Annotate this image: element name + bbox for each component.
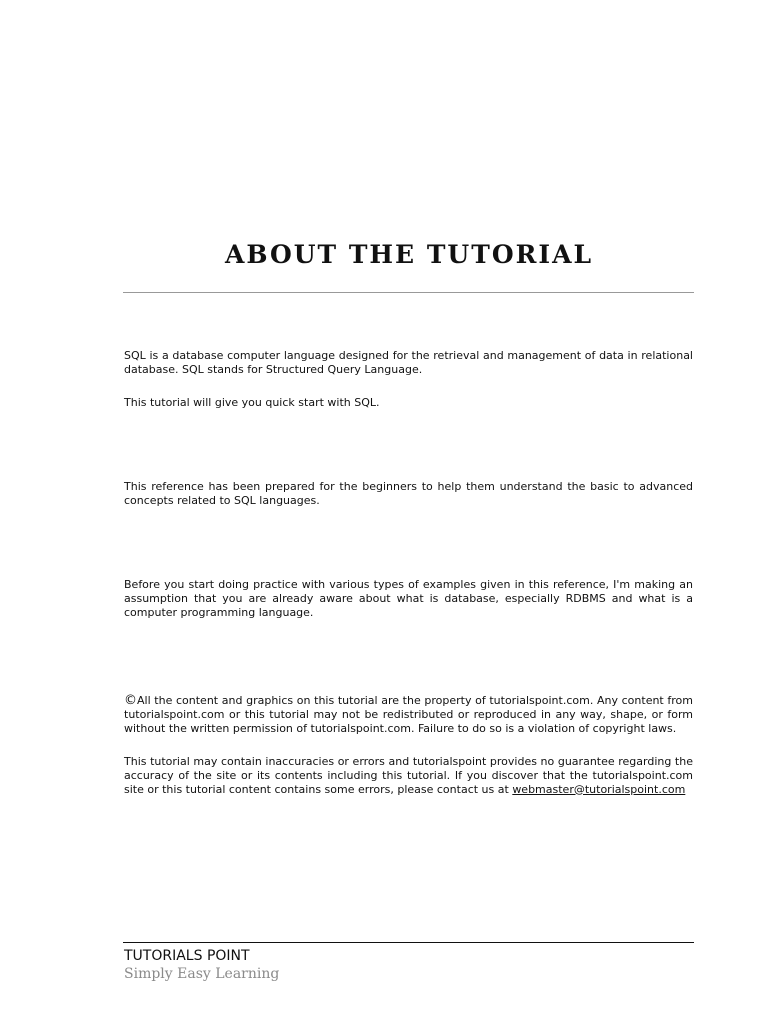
footer-brand: TUTORIALS POINT <box>124 948 250 964</box>
disclaimer-text: This tutorial may contain inaccuracies or errors and tutorialspoint provides no guarantee regarding the accuracy of the site or its contents including this tutorial. If you discover that the tutorialspoint.com site or this tutorial content contains some errors, please contact us at <box>124 755 693 796</box>
footer-tagline: Simply Easy Learning <box>124 966 280 982</box>
audience-paragraph: This reference has been prepared for the beginners to help them understand the basic to advanced concepts related to SQL languages. <box>124 480 693 507</box>
copyright-symbol: © <box>124 693 137 708</box>
contact-email-link[interactable]: webmaster@tutorialspoint.com <box>512 782 686 796</box>
intro-paragraph: SQL is a database computer language designed for the retrieval and management of data in relational database. SQL stands for Structured Query Language. <box>124 349 693 376</box>
quick-start-paragraph: This tutorial will give you quick start with SQL. <box>124 396 380 409</box>
copyright-text: All the content and graphics on this tutorial are the property of tutorialspoint.com. Any content from tutorialspoint.com or this tutorial may not be redistributed or reproduced in any way, shape, or form without the written permission of tutorialspoint.com. Failure to do so is a violation of copyright laws. <box>124 694 693 735</box>
title-divider <box>123 292 694 293</box>
page-title: ABOUT THE TUTORIAL <box>224 240 594 269</box>
copyright-paragraph <box>124 694 693 735</box>
disclaimer-paragraph <box>124 755 693 796</box>
prerequisites-paragraph: Before you start doing practice with various types of examples given in this reference, I'm making an assumption that you are already aware about what is database, especially RDBMS and what is a computer programming language. <box>124 578 693 619</box>
footer-divider <box>123 942 694 943</box>
